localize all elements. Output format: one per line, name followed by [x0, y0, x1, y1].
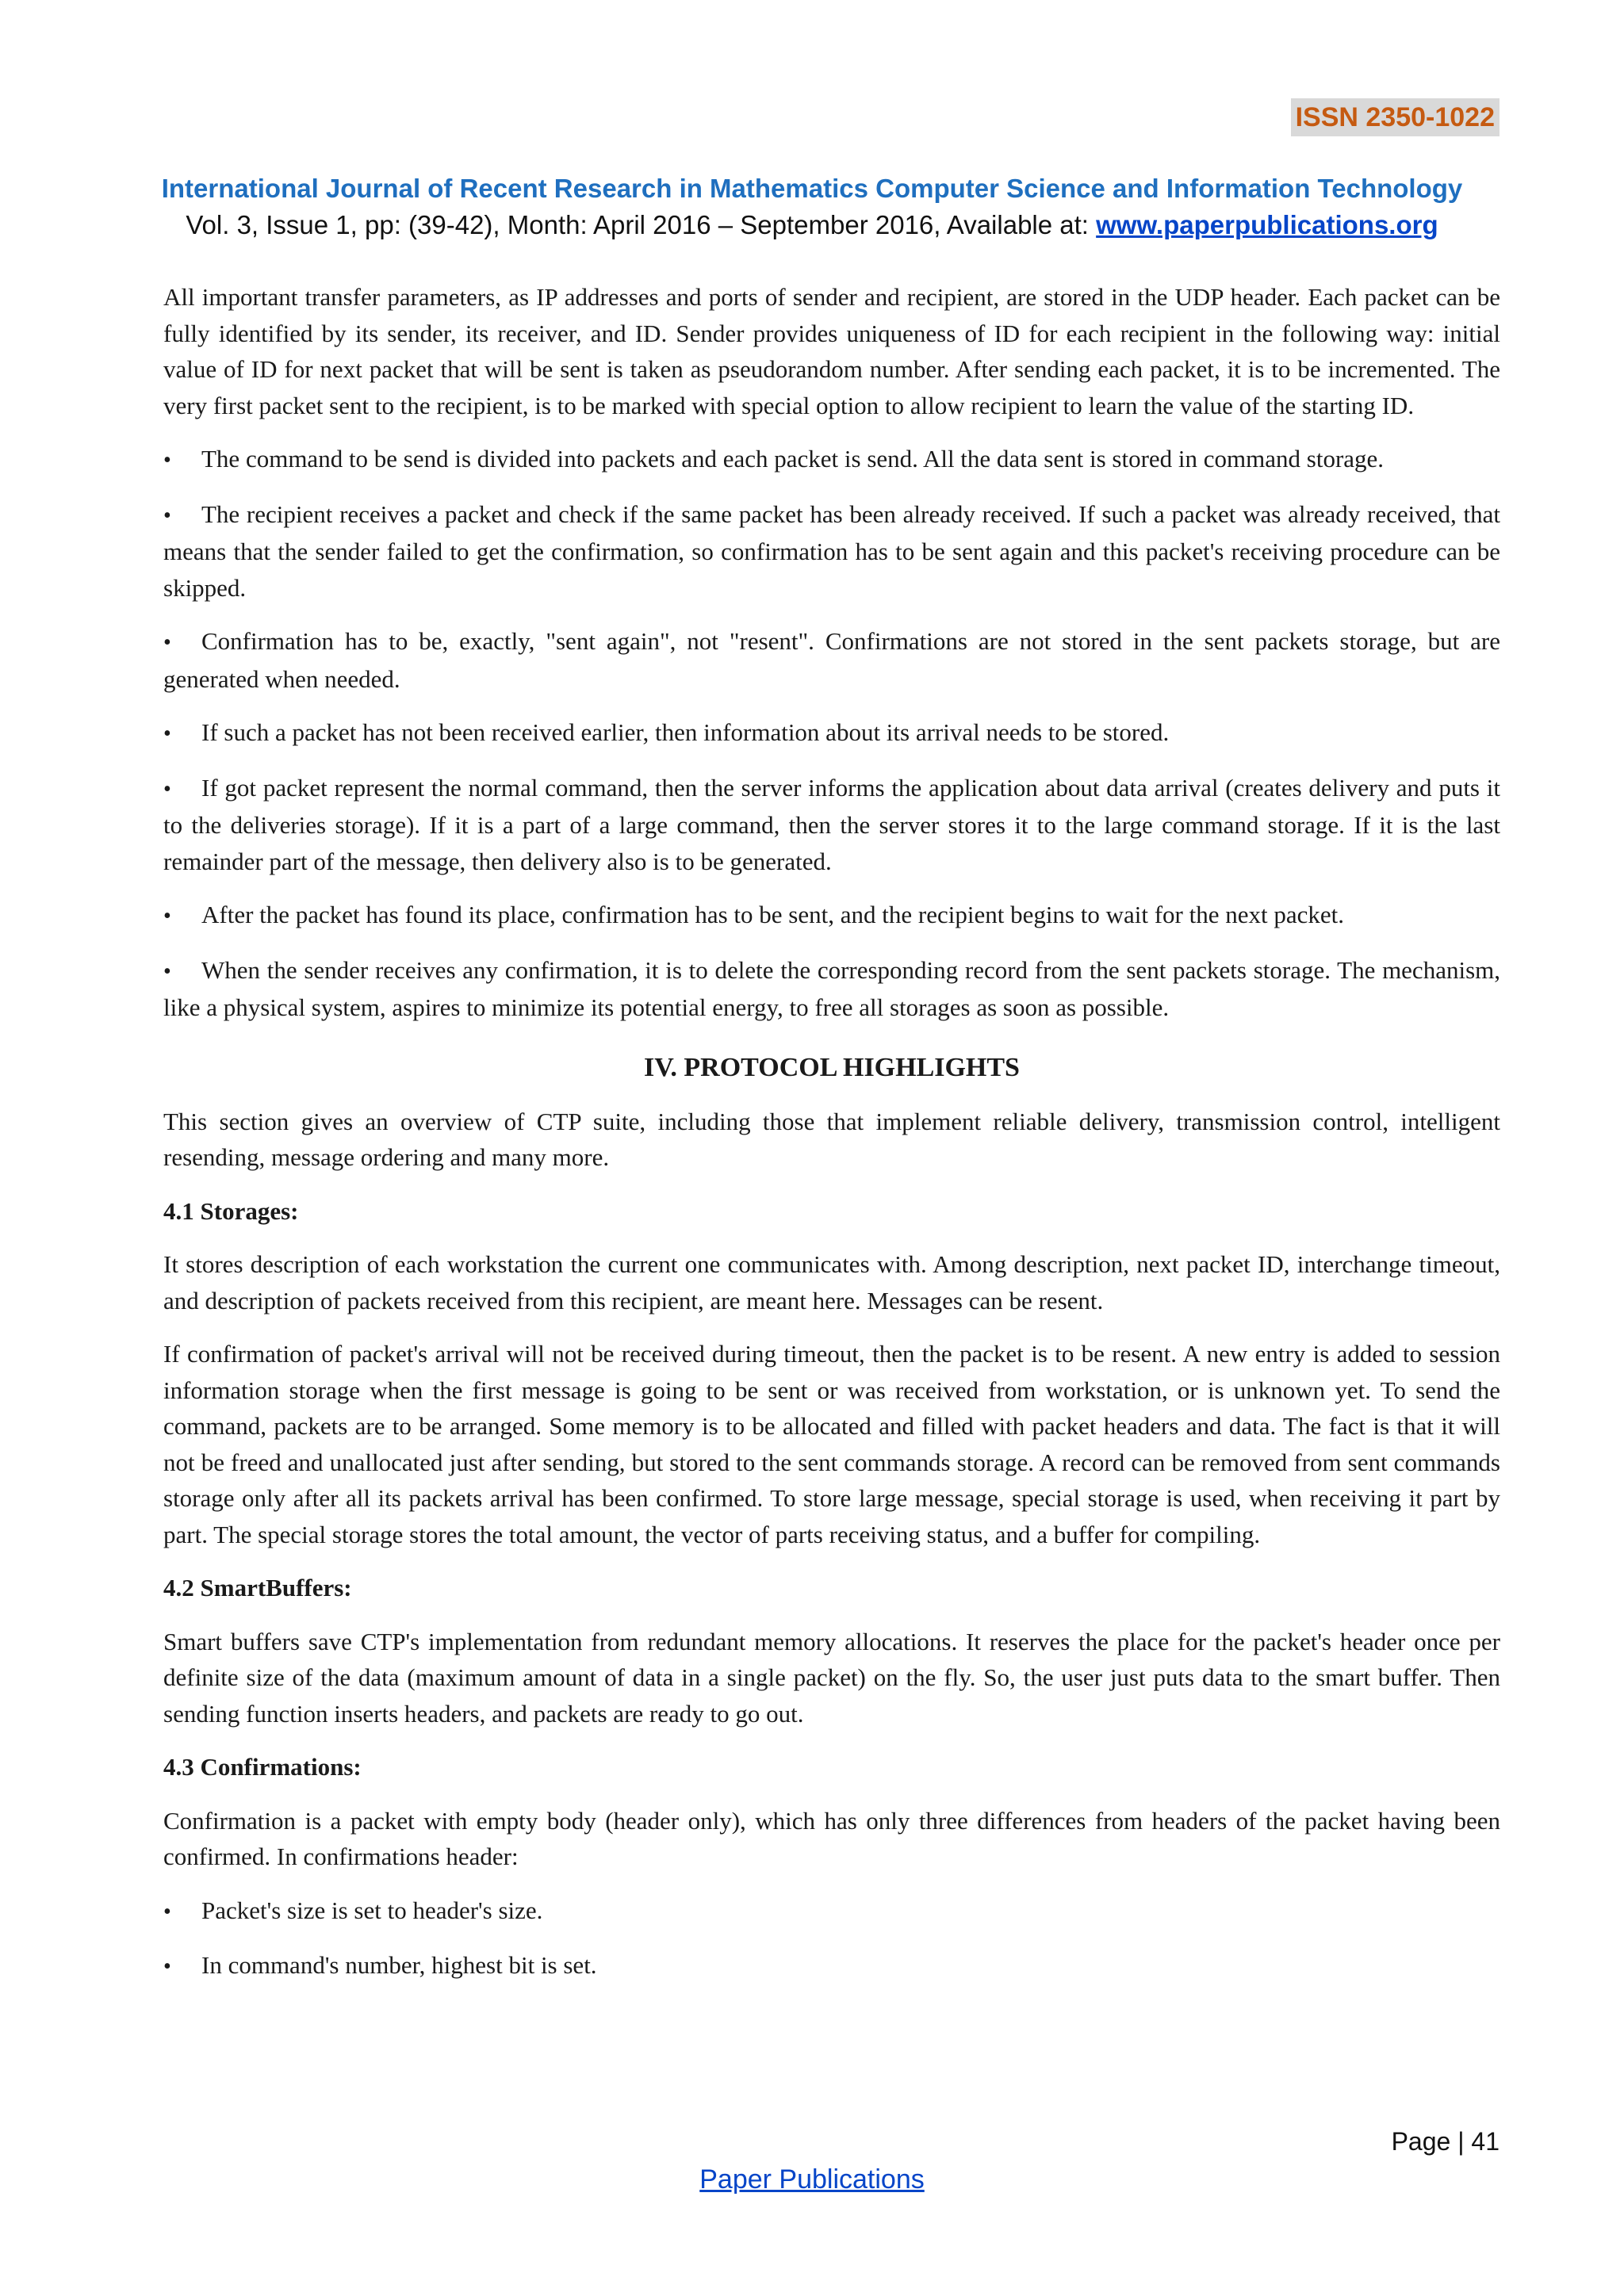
volume-line — [0, 208, 1624, 243]
list-item: • When the sender receives any confirmation, it is to delete the corresponding record from the sent packets storage. The mechanism, like a physical system, aspires to minimize its potential energy, to free all storages as soon as possible. — [163, 952, 1500, 1026]
storages-paragraph-2: If confirmation of packet's arrival will not be received during timeout, then the packet is to be resent. A new entry is added to session information storage when the first message is going to be sent or was received from workstation, or is unknown yet. To send the command, packets are to be arranged. Some memory is to be allocated and filled with packet headers and data. The fact is that it will not be freed and unallocated just after sending, but stored to the sent commands storage. A record can be removed from sent commands storage only after all its packets arrival has been confirmed. To store large message, special storage is used, when receiving it part by part. The special storage stores the total amount, the vector of parts receiving status, and a buffer for compiling. — [163, 1340, 1500, 1548]
bullet-icon: • — [163, 448, 171, 473]
volume-info: Vol. 3, Issue 1, pp: (39-42), Month: April 2016 – September 2016, Available at: — [186, 210, 1097, 239]
list-item: • Packet's size is set to header's size. — [163, 1892, 1500, 1931]
intro-paragraph: All important transfer parameters, as IP addresses and ports of sender and recipient, are stored in the UDP header. Each packet can be fully identified by its sender, its receiver, and ID. Sender provides uniqueness of ID for each recipient in the following way: initial value of ID for next packet that will be sent is taken as pseudorandom number. After sending each packet, it is to be incremented. The very first packet sent to the recipient, is to be marked with special option to allow recipient to learn the value of the starting ID. — [163, 283, 1500, 419]
bullet-icon: • — [163, 959, 171, 984]
bullet-icon: • — [163, 630, 171, 655]
list-item: • After the packet has found its place, confirmation has to be sent, and the recipient begins to wait for the next packet. — [163, 897, 1500, 935]
smartbuffers-paragraph: Smart buffers save CTP's implementation from redundant memory allocations. It reserves the place for the packet's header once per definite size of the data (maximum amount of data in a single packet) on the fly. So, the user just puts data to the smart buffer. Then sending function inserts headers, and packets are ready to go out. — [163, 1627, 1500, 1728]
page-number: Page | 41 — [1391, 2127, 1500, 2156]
section-heading: IV. PROTOCOL HIGHLIGHTS — [644, 1052, 1020, 1082]
list-item: • In command's number, highest bit is set. — [163, 1947, 1500, 1985]
list-item: • The recipient receives a packet and check if the same packet has been already received. If such a packet was already received, that means that the sender failed to get the confirmation, so confirmation has to be sent again and this packet's receiving procedure can be skipped. — [163, 496, 1500, 607]
subsection-heading-confirmations: 4.3 Confirmations: — [163, 1753, 362, 1781]
journal-title: International Journal of Recent Research in Mathematics Computer Science and Information Technology — [161, 174, 1463, 203]
list-item: • If got packet represent the normal command, then the server informs the application about data arrival (creates delivery and puts it to the deliveries storage). If it is a part of a large command, then the server stores it to the large command storage. If it is the last remainder part of the message, then delivery also is to be generated. — [163, 770, 1500, 880]
journal-url-link[interactable]: www.paperpublications.org — [1096, 210, 1438, 239]
bullet-icon: • — [163, 721, 171, 746]
issn-badge: ISSN 2350-1022 — [1291, 98, 1500, 136]
bullet-icon: • — [163, 1954, 171, 1979]
subsection-heading-storages: 4.1 Storages: — [163, 1196, 299, 1225]
list-item: • Confirmation has to be, exactly, "sent again", not "resent". Confirmations are not stored in the sent packets storage, but are generated when needed. — [163, 623, 1500, 697]
section-intro: This section gives an overview of CTP suite, including those that implement reliable delivery, transmission control, intelligent resending, message ordering and many more. — [163, 1107, 1500, 1171]
list-item: • The command to be send is divided into packets and each packet is send. All the data sent is stored in command storage. — [163, 441, 1500, 479]
list-item: • If such a packet has not been received earlier, then information about its arrival needs to be stored. — [163, 714, 1500, 752]
article-body — [163, 279, 1500, 2003]
bullet-icon: • — [163, 1899, 171, 1924]
publisher-link[interactable]: Paper Publications — [699, 2164, 925, 2195]
bullet-icon: • — [163, 776, 171, 802]
storages-paragraph-1: It stores description of each workstation the current one communicates with. Among description, next packet ID, interchange timeout, and description of packets received from this recipient, are meant here. Messages can be resent. — [163, 1250, 1500, 1314]
confirmations-paragraph: Confirmation is a packet with empty body (header only), which has only three differences from headers of the packet having been confirmed. In confirmations header: — [163, 1806, 1500, 1870]
footer-publisher — [0, 2164, 1624, 2195]
subsection-heading-smartbuffers: 4.2 SmartBuffers: — [163, 1574, 352, 1601]
bullet-icon: • — [163, 904, 171, 928]
bullet-icon: • — [163, 503, 171, 528]
